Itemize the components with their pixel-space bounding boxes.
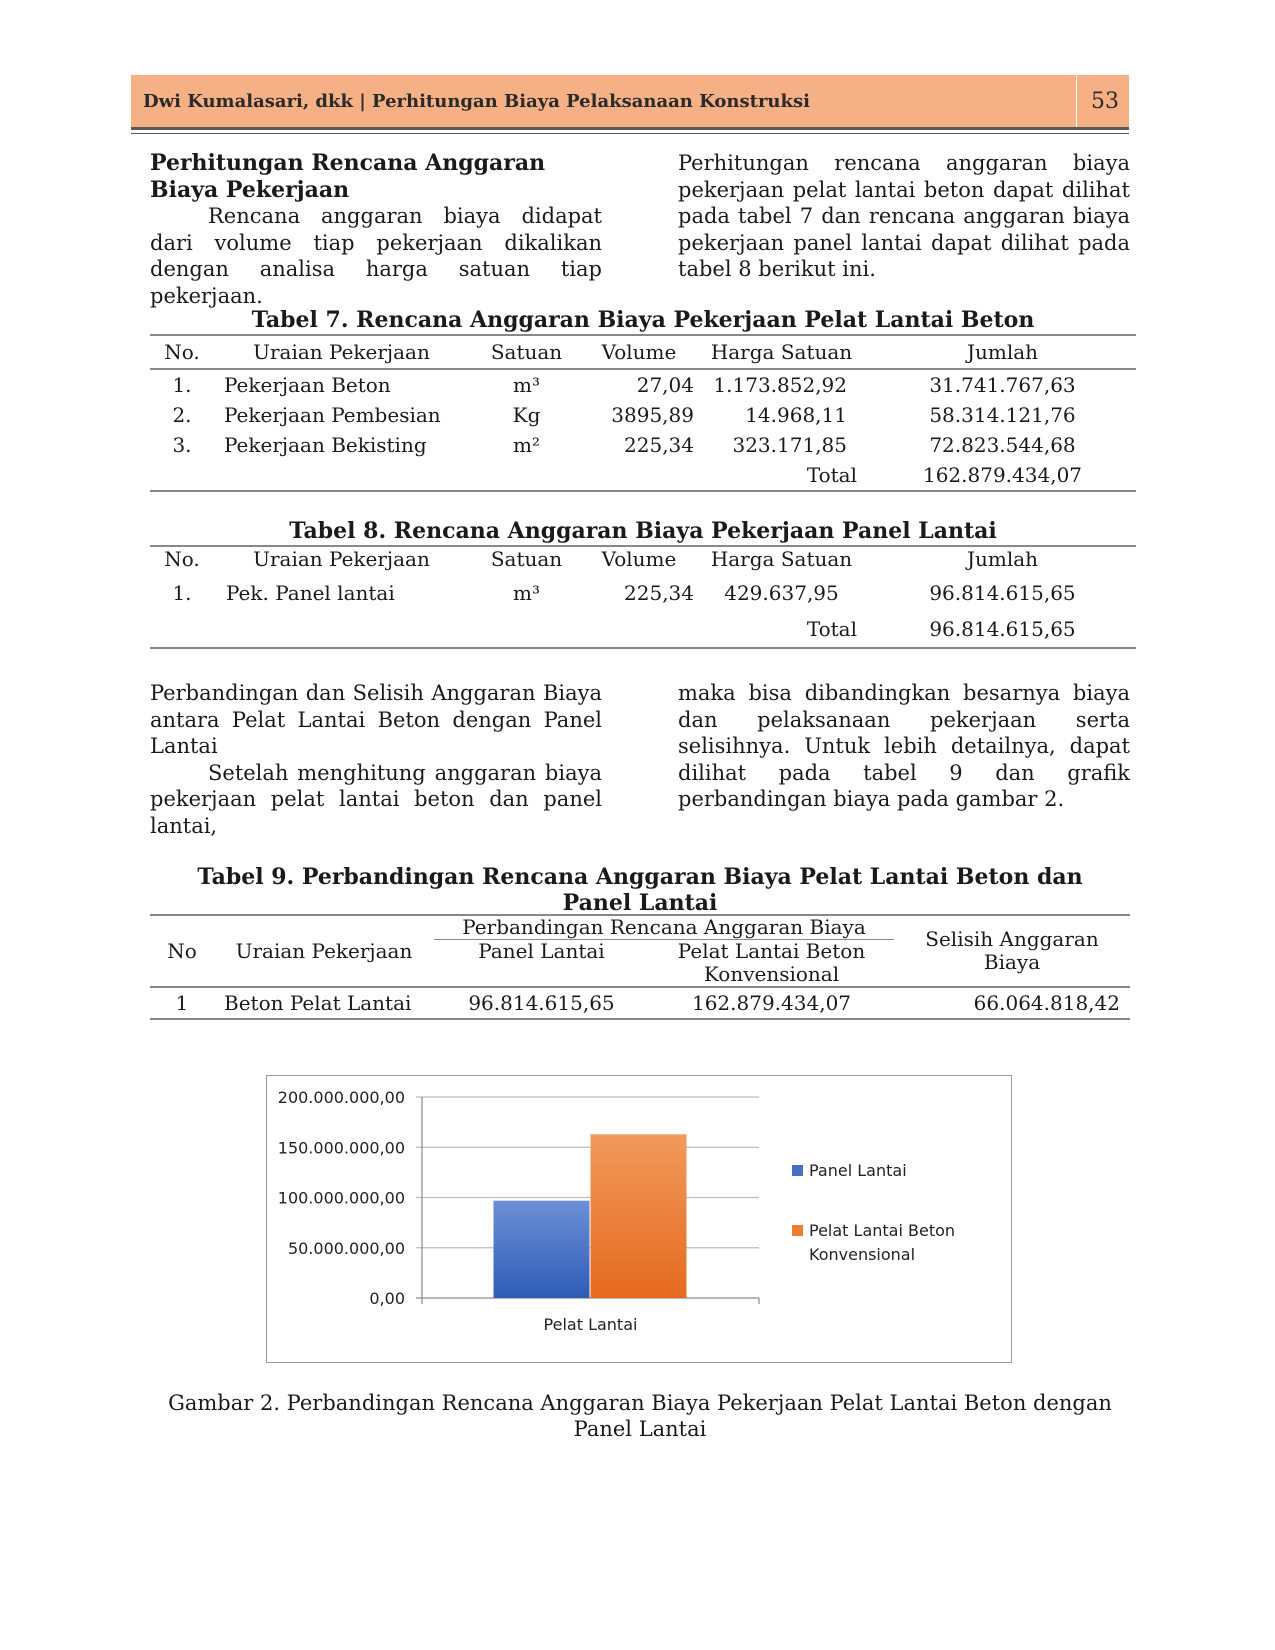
table9-header-selisih: Selisih Anggaran Biaya — [925, 927, 1099, 974]
table7-total-value: 162.879.434,07 — [922, 463, 1083, 487]
table9-header-no: No — [167, 938, 197, 963]
running-header-title: Dwi Kumalasari, dkk | Perhitungan Biaya Pelaksanaan Konstruksi — [143, 91, 810, 112]
bar-chart — [266, 1075, 1012, 1363]
section1-left-column — [150, 150, 602, 309]
table7-caption: Tabel 7. Rencana Anggaran Biaya Pekerjaan Pelat Lantai Beton — [251, 307, 1035, 333]
table9-header-uraian: Uraian Pekerjaan — [235, 938, 413, 963]
table9-header-group: Perbandingan Rencana Anggaran Biaya — [434, 915, 894, 940]
section1-left-paragraph: Rencana anggaran biaya didapat dari volume tiap pekerjaan dikalikan dengan analisa harga satuan tiap pekerjaan. — [150, 204, 602, 308]
table8-cell: 225,34 — [624, 581, 694, 605]
table7-cell: 58.314.121,76 — [929, 403, 1076, 427]
table9-cell: 66.064.818,42 — [973, 990, 1120, 1015]
table-row — [150, 369, 1136, 400]
table7-cell: Pekerjaan Bekisting — [224, 433, 427, 457]
table8 — [150, 545, 1136, 649]
table9-cell: 1 — [175, 990, 189, 1015]
table7-cell: 14.968,11 — [745, 403, 847, 427]
table9-header-row-1 — [150, 915, 1130, 940]
table8-total-row — [150, 611, 1136, 648]
table7-total-label: Total — [806, 463, 857, 487]
table9-cell: 96.814.615,65 — [468, 990, 615, 1015]
table7-cell: 2. — [172, 403, 192, 427]
bar-pelat-lantai-beton — [591, 1134, 687, 1298]
table7-header-no: No. — [150, 335, 214, 369]
table7-cell: 1. — [172, 373, 192, 397]
y-tick-label: 100.000.000,00 — [277, 1188, 405, 1208]
page-number: 53 — [1091, 89, 1119, 114]
table7-cell: Kg — [512, 403, 541, 427]
table-row — [150, 400, 1136, 430]
table7-cell: 3. — [172, 433, 192, 457]
legend-label-panel-lantai: Panel Lantai — [809, 1161, 907, 1180]
table7-header-volume: Volume — [584, 335, 694, 369]
table8-caption: Tabel 8. Rencana Anggaran Biaya Pekerjaan Panel Lantai — [289, 518, 997, 544]
table9-header-panel: Panel Lantai — [478, 939, 605, 963]
legend-swatch-pelat-lantai-beton — [792, 1225, 803, 1236]
table9-cell: Beton Pelat Lantai — [224, 990, 412, 1015]
x-category-label: Pelat Lantai — [543, 1315, 638, 1334]
table7-total-row — [150, 460, 1136, 491]
section2-heading: Perbandingan dan Selisih Anggaran Biaya antara Pelat Lantai Beton dengan Panel Lantai — [150, 681, 602, 758]
table7-cell: 31.741.767,63 — [929, 373, 1076, 397]
section2-right-column — [678, 680, 1130, 813]
table7-header-satuan: Satuan — [469, 335, 584, 369]
legend-label-pelat-lantai-beton: Pelat Lantai Beton Konvensional — [809, 1221, 956, 1264]
table8-header-uraian: Uraian Pekerjaan — [253, 547, 430, 571]
table7-cell: 27,04 — [636, 373, 694, 397]
bar-chart-svg — [267, 1076, 1011, 1362]
table7 — [150, 334, 1136, 492]
figure-caption: Gambar 2. Perbandingan Rencana Anggaran Biaya Pekerjaan Pelat Lantai Beton dengan Panel Lantai — [168, 1391, 1112, 1441]
header-divider — [1076, 75, 1077, 127]
table8-header-satuan: Satuan — [490, 547, 563, 571]
table7-cell: 1.173.852,92 — [713, 373, 847, 397]
table8-total-label: Total — [806, 617, 857, 641]
table7-cell: 72.823.544,68 — [929, 433, 1076, 457]
table9-cell: 162.879.434,07 — [691, 990, 852, 1015]
table8-cell: m³ — [513, 581, 540, 605]
table7-header-row — [150, 335, 1136, 369]
table7-cell: 3895,89 — [611, 403, 694, 427]
table8-cell: Pek. Panel lantai — [226, 581, 395, 605]
table7-cell: Pekerjaan Beton — [224, 373, 391, 397]
table8-total-value: 96.814.615,65 — [929, 617, 1076, 641]
table9-header-pelat: Pelat Lantai Beton Konvensional — [677, 939, 866, 986]
table-row — [150, 987, 1130, 1019]
table8-cell: 1. — [172, 581, 192, 605]
y-tick-label: 50.000.000,00 — [287, 1238, 405, 1258]
section1-heading: Perhitungan Rencana Anggaran Biaya Pekerjaan — [150, 150, 546, 203]
y-tick-label: 150.000.000,00 — [277, 1138, 405, 1158]
table-row — [150, 430, 1136, 460]
section2-left-column — [150, 680, 602, 839]
section2-left-paragraph: Setelah menghitung anggaran biaya pekerjaan pelat lantai beton dan panel lantai, — [150, 760, 602, 838]
table9-caption: Tabel 9. Perbandingan Rencana Anggaran Biaya Pelat Lantai Beton dan Panel Lantai — [197, 864, 1083, 916]
table8-header-row — [150, 546, 1136, 575]
section1-right-paragraph: Perhitungan rencana anggaran biaya pekerjaan pelat lantai beton dapat dilihat pada tabel 7 dan rencana anggaran biaya pekerjaan panel lantai dapat dilihat pada tabel 8 berikut ini. — [678, 151, 1130, 281]
section1-right-column — [678, 150, 1130, 283]
table7-cell: m³ — [513, 373, 540, 397]
y-tick-label: 0,00 — [369, 1289, 405, 1308]
table7-cell: 323.171,85 — [732, 433, 847, 457]
table8-header-volume: Volume — [601, 547, 677, 571]
bar-panel-lantai — [494, 1201, 590, 1298]
legend-swatch-panel-lantai — [792, 1165, 803, 1176]
table8-header-jumlah: Jumlah — [966, 547, 1039, 571]
table7-cell: 225,34 — [624, 433, 694, 457]
table7-header-uraian: Uraian Pekerjaan — [214, 335, 469, 369]
table9 — [150, 914, 1130, 1020]
section2-right-paragraph: maka bisa dibandingkan besarnya biaya dan pelaksanaan pekerjaan serta selisihnya. Untuk lebih detailnya, dapat dilihat pada tabel 9 dan grafik perbandingan biaya pada gambar 2. — [678, 681, 1130, 811]
table8-header-harga: Harga Satuan — [710, 547, 853, 571]
table7-header-jumlah: Jumlah — [869, 335, 1136, 369]
table7-cell: Pekerjaan Pembesian — [224, 403, 441, 427]
y-tick-label: 200.000.000,00 — [277, 1088, 405, 1107]
table-row — [150, 575, 1136, 611]
table8-cell: 96.814.615,65 — [929, 581, 1076, 605]
table7-header-harga: Harga Satuan — [694, 335, 869, 369]
running-header — [131, 75, 1129, 130]
table8-cell: 429.637,95 — [724, 581, 839, 605]
table7-cell: m² — [513, 433, 540, 457]
table8-header-no: No. — [164, 547, 200, 571]
